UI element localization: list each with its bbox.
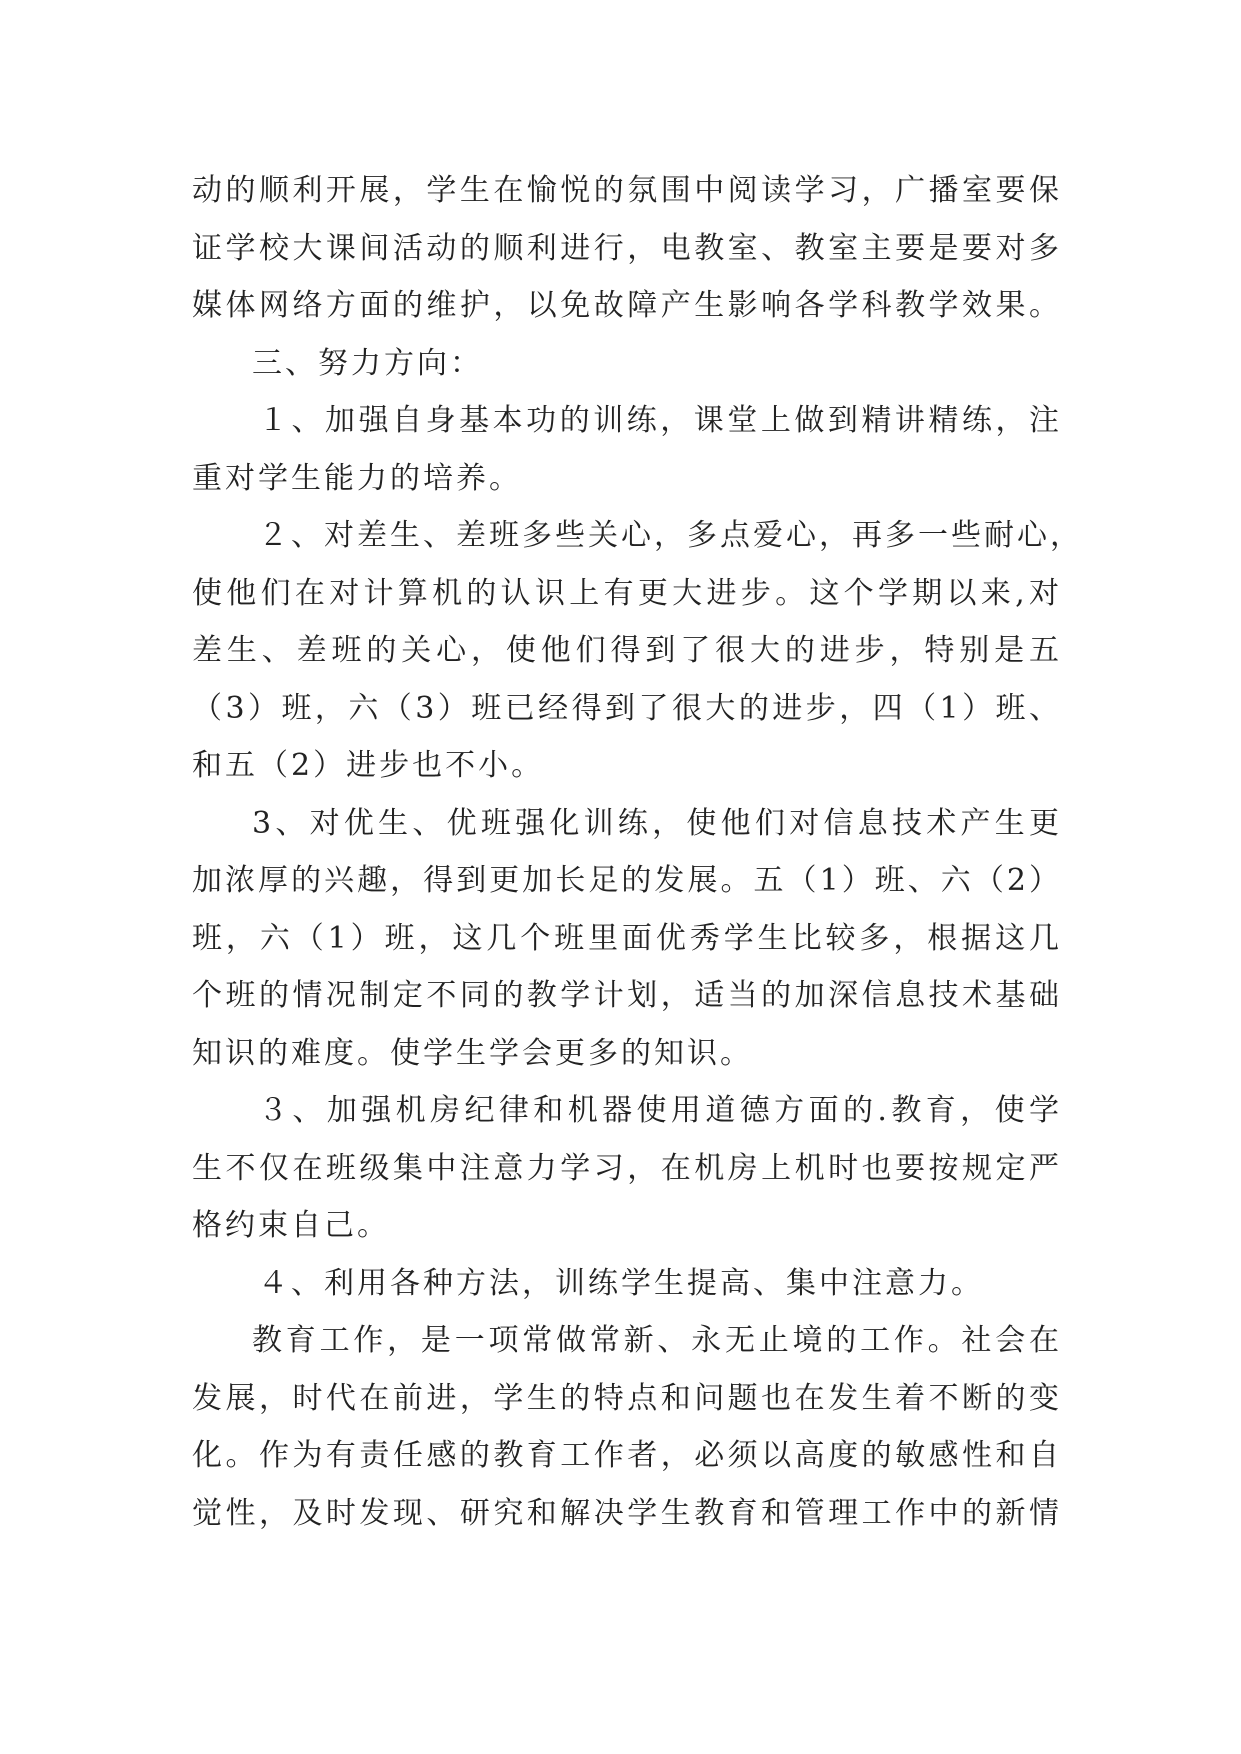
- text-line: 知识的难度。使学生学会更多的知识。: [192, 1035, 753, 1071]
- text-line: 证学校大课间活动的顺利进行，电教室、教室主要是要对多: [192, 230, 1062, 266]
- text-line: 和五（2）进步也不小。: [192, 748, 545, 783]
- text-line: 动的顺利开展，学生在愉悦的氛围中阅读学习，广播室要保: [192, 173, 1062, 208]
- text-line: 3、对优生、优班强化训练，使他们对信息技术产生更: [252, 805, 1062, 841]
- section-heading: 三、努力方向：: [252, 345, 483, 381]
- text-line: 生不仅在班级集中注意力学习，在机房上机时也要按规定严: [192, 1150, 1062, 1186]
- text-line: 个班的情况制定不同的教学计划，适当的加深信息技术基础: [192, 978, 1062, 1013]
- text-line: 发展，时代在前进，学生的特点和问题也在发生着不断的变: [192, 1380, 1062, 1416]
- text-line: 加浓厚的兴趣，得到更加长足的发展。五（1）班、六（2）: [192, 863, 1062, 898]
- text-line: ２、对差生、差班多些关心，多点爱心，再多一些耐心，: [258, 518, 1083, 553]
- document-body: [192, 162, 1083, 1542]
- text-line: １、加强自身基本功的训练，课堂上做到精讲精练，注: [258, 403, 1062, 438]
- text-line: ４、利用各种方法，训练学生提高、集中注意力。: [258, 1265, 984, 1301]
- text-line: 格约束自己。: [192, 1208, 390, 1243]
- text-line: 化。作为有责任感的教育工作者，必须以高度的敏感性和自: [192, 1438, 1062, 1473]
- text-line: ３、加强机房纪律和机器使用道德方面的.教育，使学: [258, 1093, 1062, 1128]
- text-line: 重对学生能力的培养。: [192, 460, 522, 496]
- text-line: 媒体网络方面的维护，以免故障产生影响各学科教学效果。: [192, 288, 1062, 323]
- text-line: 觉性，及时发现、研究和解决学生教育和管理工作中的新情: [192, 1495, 1062, 1531]
- text-line: 使他们在对计算机的认识上有更大进步。这个学期以来,对: [192, 575, 1062, 611]
- text-line: （3）班，六（3）班已经得到了很大的进步，四（1）班、: [192, 690, 1062, 726]
- text-line: 班，六（1）班，这几个班里面优秀学生比较多，根据这几: [192, 920, 1062, 956]
- text-line: 差生、差班的关心，使他们得到了很大的进步，特别是五: [192, 633, 1062, 668]
- text-line: 教育工作，是一项常做常新、永无止境的工作。社会在: [252, 1323, 1062, 1358]
